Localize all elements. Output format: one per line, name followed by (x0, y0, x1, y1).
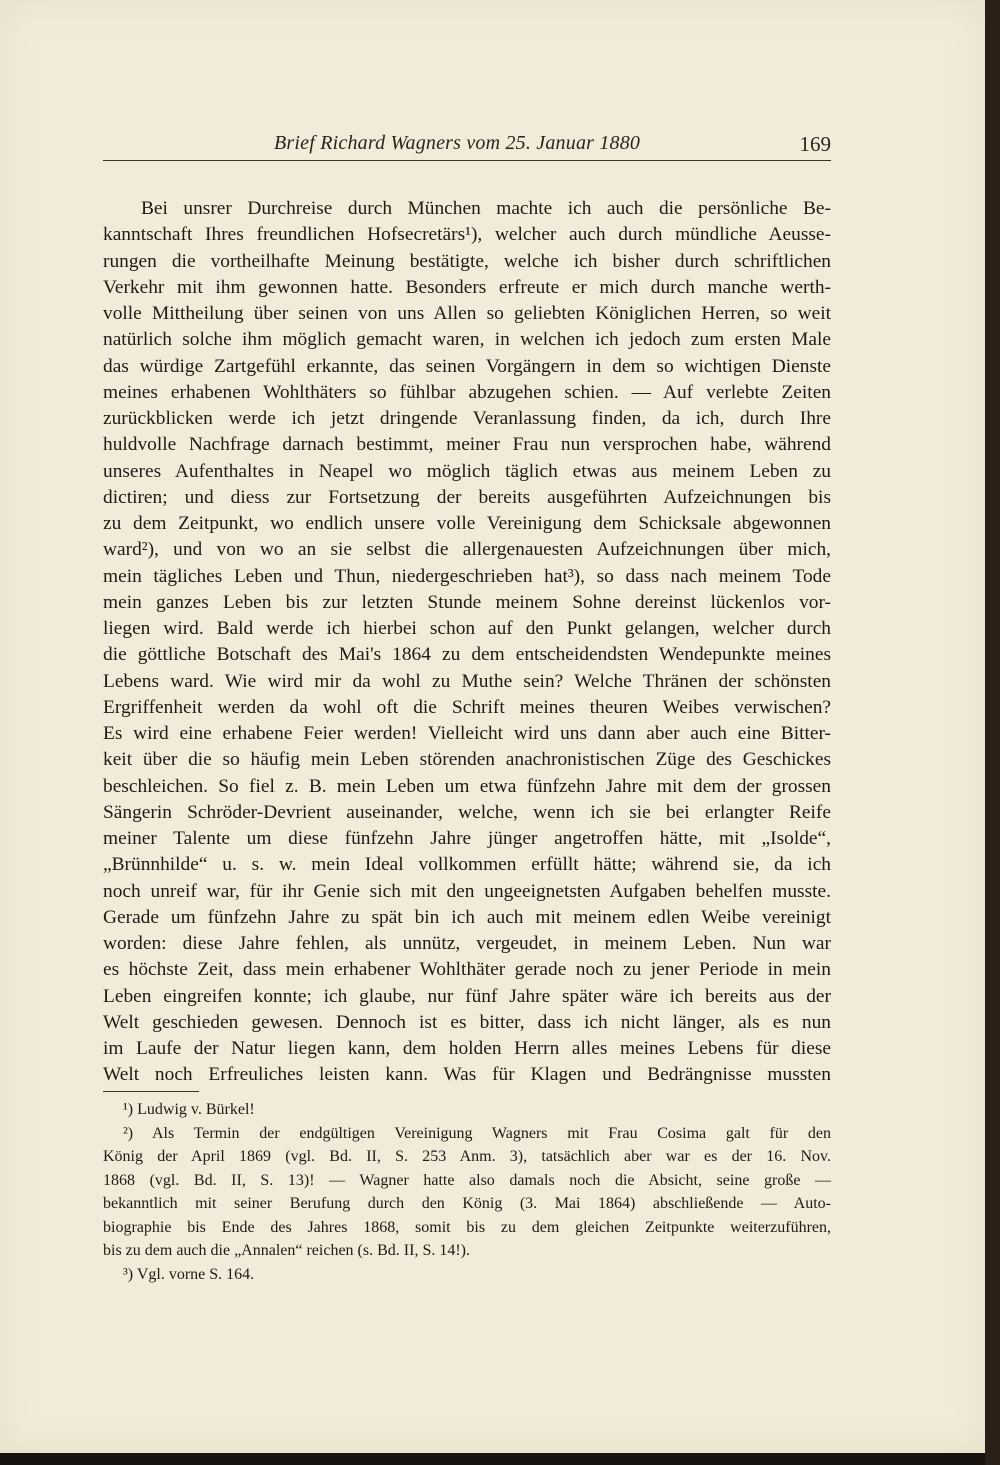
footnote-line: 1868 (vgl. Bd. II, S. 13)! — Wagner hatte also damals noch die Absicht, seine große — (103, 1171, 831, 1189)
text-line: kanntschaft Ihres freundlichen Hofsecretärs¹), welcher auch durch mündliche Aeusse- (103, 224, 831, 246)
text-line: Leben eingreifen konnte; ich glaube, nur fünf Jahre später wäre ich bereits aus der (103, 985, 831, 1007)
text-line: Bei unsrer Durchreise durch München machte ich auch die persönliche Be- (141, 198, 831, 219)
text-line: ward²), und von wo an sie selbst die allergenauesten Aufzeichnungen über mich, (103, 539, 831, 561)
text-line: Welt geschieden gewesen. Dennoch ist es bitter, dass ich nicht länger, als es nun (103, 1011, 831, 1033)
text-line: liegen wird. Bald werde ich hierbei schon auf den Punkt gelangen, welcher durch (103, 618, 831, 639)
footnote-divider (103, 1091, 199, 1092)
running-header (103, 130, 831, 161)
text-line: Gerade um fünfzehn Jahre zu spät bin ich auch mit meinem edlen Weibe vereinigt (103, 906, 831, 928)
text-line: dictiren; und diess zur Fortsetzung der bereits ausgeführten Aufzeichnungen bis (103, 486, 831, 508)
text-line: Es wird eine erhabene Feier werden! Vielleicht wird uns dann aber auch eine Bitter- (103, 723, 831, 744)
text-line: das würdige Zartgefühl erkannte, das seinen Vorgängern in dem so wichtigen Dienste (103, 355, 831, 377)
text-line: worden: diese Jahre fehlen, als unnütz, vergeudet, in meinem Leben. Nun war (103, 933, 831, 954)
text-line: meiner Talente um diese fünfzehn Jahre jünger angetroffen hätte, mit „Isolde“, (103, 828, 831, 849)
text-line: mein tägliches Leben und Thun, niedergeschrieben hat³), so dass nach meinem Tode (103, 565, 831, 587)
text-line: volle Mittheilung über seinen von uns Allen so geliebten Königlichen Herren, so weit (103, 303, 831, 324)
main-text (103, 196, 831, 1089)
text-line: huldvolle Nachfrage darnach bestimmt, meiner Frau nun versprochen habe, während (103, 434, 831, 456)
book-spine-edge (985, 0, 1000, 1465)
text-line: die göttliche Botschaft des Mai's 1864 zu dem entscheidendsten Wendepunkte meines (103, 644, 831, 666)
text-line: es höchste Zeit, dass mein erhabener Wohlthäter gerade noch zu jener Periode in mein (103, 959, 831, 981)
footnote-line: ²) Als Termin der endgültigen Vereinigung Wagners mit Frau Cosima galt für den (123, 1124, 831, 1142)
text-line: zu dem Zeitpunkt, wo endlich unsere volle Vereinigung dem Schicksale abgewonnen (103, 513, 831, 534)
footnote-line: ¹) Ludwig v. Bürkel! (123, 1101, 255, 1118)
text-line: natürlich solche ihm möglich gemacht waren, in welchen ich jedoch zum ersten Male (103, 329, 831, 351)
footnote-line: biographie bis Ende des Jahres 1868, somit bis zu dem gleichen Zeitpunkte weiterzuführen, (103, 1218, 831, 1236)
text-line: beschleichen. So fiel z. B. mein Leben um etwa fünfzehn Jahre mit dem der grossen (103, 775, 831, 797)
page-number: 169 (799, 132, 831, 156)
text-line: Welt noch Erfreuliches leisten kann. Was für Klagen und Bedrängnisse mussten (103, 1064, 831, 1086)
text-line: zurückblicken werde ich jetzt dringende Veranlassung finden, da ich, durch Ihre (103, 408, 831, 429)
footnote-line: bekanntlich mit seiner Berufung durch den König (3. Mai 1864) abschließende — Auto- (103, 1195, 831, 1212)
text-line: meines erhabenen Wohlthäters so fühlbar abzugehen schien. — Auf verlebte Zeiten (103, 381, 831, 403)
running-title: Brief Richard Wagners vom 25. Januar 1880 (274, 132, 641, 154)
text-line: im Laufe der Natur liegen kann, dem holden Herrn alles meines Lebens für diese (103, 1038, 831, 1059)
text-line: Sängerin Schröder-Devrient auseinander, welche, wenn ich sie bei erlangter Reife (103, 801, 831, 823)
footnote-line: König der April 1869 (vgl. Bd. II, S. 253 Anm. 3), tatsächlich aber war es der 16. Nov. (103, 1148, 831, 1165)
text-line: unseres Aufenthaltes in Neapel wo möglich täglich etwas aus meinem Leben zu (103, 460, 831, 482)
text-line: Lebens ward. Wie wird mir da wohl zu Muthe sein? Welche Thränen der schönsten (103, 670, 831, 692)
text-line: Ergriffenheit werden da wohl oft die Schrift meines theuren Weibes verwischen? (103, 696, 831, 718)
text-line: Verkehr mit ihm gewonnen hatte. Besonders erfreute er mich durch manche werth- (103, 276, 831, 298)
text-line: mein ganzes Leben bis zur letzten Stunde meinem Sohne dereinst lückenlos vor- (103, 591, 831, 613)
text-line: „Brünnhilde“ u. s. w. mein Ideal vollkommen erfüllt hätte; während sie, da ich (103, 854, 831, 876)
text-line: rungen die vortheilhafte Meinung bestätigte, welche ich bisher durch schriftlichen (103, 250, 831, 272)
text-line: keit über die so häufig mein Leben störenden anachronistischen Züge des Geschickes (103, 749, 831, 771)
footnotes (103, 1098, 831, 1286)
footnote-line: bis zu dem auch die „Annalen“ reichen (s. Bd. II, S. 14!). (103, 1242, 470, 1259)
text-line: noch unreif war, für ihr Genie sich mit den ungeeignetsten Aufgaben behelfen musste. (103, 880, 831, 902)
footnote-line: ³) Vgl. vorne S. 164. (123, 1265, 255, 1283)
